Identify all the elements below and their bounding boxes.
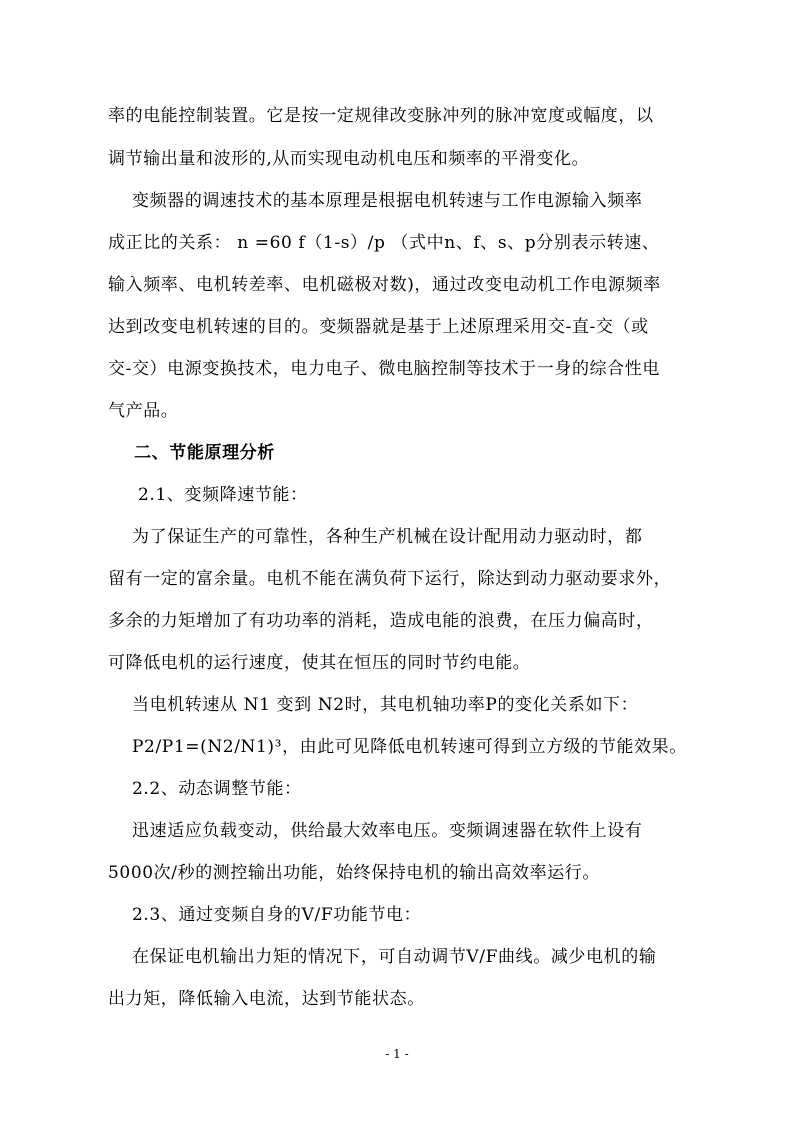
text-line: 变频器的调速技术的基本原理是根据电机转速与工作电源输入频率 — [108, 191, 643, 211]
subsection-heading: 2.2、动态调整节能： — [108, 779, 302, 799]
text-line: 为了保证生产的可靠性，各种生产机械在设计配用动力驱动时，都 — [108, 527, 643, 547]
text-line: 留有一定的富余量。电机不能在满负荷下运行，除达到动力驱动要求外， — [108, 569, 672, 589]
text-line: 交-交）电源变换技术，电力电子、微电脑控制等技术于一身的综合性电 — [108, 359, 660, 379]
subsection-heading: 2.3、通过变频自身的V/F功能节电： — [108, 905, 422, 925]
subsection-heading: 2.1、变频降速节能： — [108, 485, 308, 505]
text-line: 率的电能控制装置。它是按一定规律改变脉冲列的脉冲宽度或幅度，以 — [108, 106, 654, 126]
formula-line: P2/P1=(N2/N1)³，由此可见降低电机转速可得到立方级的节能效果。 — [108, 737, 687, 757]
text-line: 气产品。 — [108, 401, 179, 421]
page-number: - 1 - — [385, 1047, 409, 1061]
text-line: 可降低电机的运行速度，使其在恒压的同时节约电能。 — [108, 653, 531, 673]
text-line: 5000次/秒的测控输出功能，始终保持电机的输出高效率运行。 — [108, 863, 600, 883]
text-line: 达到改变电机转速的目的。变频器就是基于上述原理采用交-直-交（或 — [108, 317, 649, 337]
text-line: 输入频率、电机转差率、电机磁极对数)，通过改变电动机工作电源频率 — [108, 275, 661, 295]
section-heading: 二、节能原理分析 — [108, 443, 275, 463]
text-line: 迅速适应负载变动，供给最大效率电压。变频调速器在软件上设有 — [108, 821, 643, 841]
text-line: 多余的力矩增加了有功功率的消耗，造成电能的浪费，在压力偏高时， — [108, 611, 654, 631]
text-line: 成正比的关系： n =60 f（1-s）/p （式中n、f、s、p分别表示转速、 — [108, 233, 660, 253]
text-line: 在保证电机输出力矩的情况下，可自动调节V/F曲线。减少电机的输 — [108, 947, 657, 967]
text-line: 出力矩，降低输入电流，达到节能状态。 — [108, 989, 425, 1009]
text-line: 当电机转速从 N1 变到 N2时，其电机轴功率P的变化关系如下： — [108, 695, 639, 715]
text-line: 调节输出量和波形的,从而实现电动机电压和频率的平滑变化。 — [108, 149, 590, 169]
